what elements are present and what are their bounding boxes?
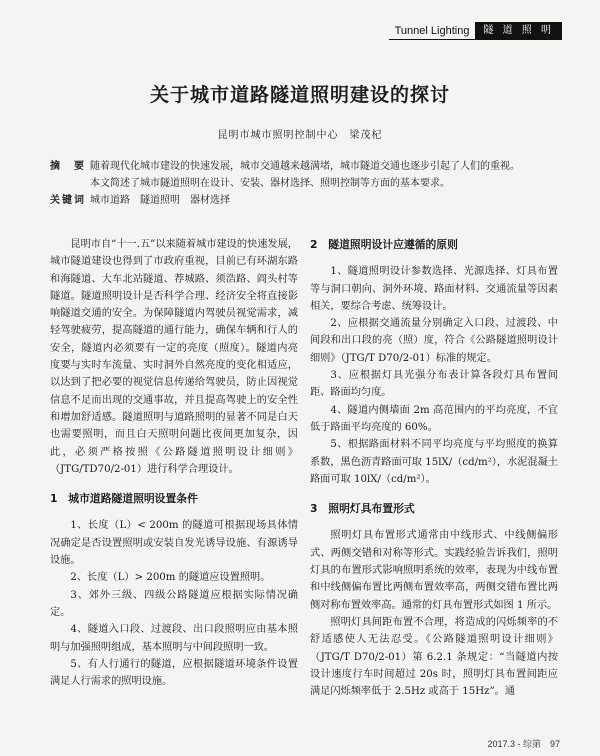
abstract-label: 摘 要: [50, 161, 86, 172]
intro-paragraph: 昆明市自“十一.五”以来随着城市建设的快速发展，城市隧道建设也得到了市政府重视，目前已有环湖东路和海隧道、大车北站隧道、荐城路、须浩路、阎头村等隧道。隧道照明设计是否科学合理、经济安全将直接影响隧道交通的安全。为保障隧道内驾驶员视觉需求，减轻驾驶疲劳，提高隧道的通行能力，确保车辆和行人的安全，隧道内必须要有一定的亮度（照度）。隧道内亮度要与实时车流量、实时洞外自然亮度的变化相适应，以达到了把必要的视觉信息传递给驾驶员，防止因视觉信息不足而出现的交通事故，并且提高驾驶上的安全性和增加舒适感。隧道照明与道路照明的显著不同是白天也需要照明，而且白天照明问题比夜间更加复杂，因此，必须严格按照《公路隧道照明设计细则》（JTG/TD70/2-01）进行科学合理设计。: [50, 239, 298, 475]
left-column: [50, 236, 298, 690]
section-1-item-1: 1、长度（L）< 200m 的隧道可根据现场具体情况确定是否设置照明或安装自发光诱导设施、有源诱导设施。: [50, 520, 298, 567]
keywords-text: 城市道路 隧道照明 器材选择: [90, 195, 230, 206]
section-3-paragraph-2: 照明灯具间距布置不合理，将造成的闪烁频率的不舒适感使人无法忍受。《公路隧道照明设计细则》（JTG/T D70/2-01）第 6.2.1 条规定：“当隧道内按设计速度行车时间超过 20s 时，照明灯具布置间距应满足闪烁频率低于 2.5Hz 或高于 15Hz”。通: [310, 616, 558, 698]
section-1-item-5: 5、有人行通行的隧道，应根据隧道环境条件设置满足人行需求的照明设施。: [50, 658, 298, 688]
section-1-heading: 1 城市道路隧道照明设置条件: [50, 492, 198, 506]
article-title: 关于城市道路隧道照明建设的探讨: [149, 84, 450, 106]
page-footer: 2017.3 - 综第 97: [487, 739, 560, 749]
section-3-paragraph-1: 照明灯具布置形式通常由中线形式、中线侧偏形式、两侧交错和对称等形式。实践经验告诉我们，照明灯具的布置形式影响照明系统的效率，表现为中线布置和中线侧偏布置比两侧布置效率高，两侧交错布置比两侧对称布置效率高。通常的灯具布置形式如图 1 所示。: [310, 530, 558, 611]
right-column: [310, 236, 558, 700]
section-2-item-2: 2、应根据交通流量分别确定入口段、过渡段、中间段和出口段的亮（照）度，符合《公路隧道照明设计细则》（JTG/T D70/2-01）标准的规定。: [310, 318, 558, 364]
section-2-item-4: 4、隧道内侧墙面 2m 高范围内的平均亮度，不宜低于路面平均亮度的 60%。: [310, 404, 558, 433]
section-1-item-3: 3、郊外三级、四级公路隧道应根据实际情况确定。: [50, 589, 298, 618]
author-line: 昆明市城市照明控制中心 梁茂杞: [217, 130, 383, 141]
section-2-item-3: 3、应根据灯具光强分布表计算各段灯具布置间距、路面均匀度。: [310, 370, 558, 399]
abstract: [50, 158, 570, 175]
abstract-line-1: 随着现代化城市建设的快速发展，城市交通越来越满堵，城市隧道交通也逐步引起了人们的重视。: [90, 161, 520, 172]
keywords-label: 关键词: [50, 195, 86, 206]
keywords: [50, 192, 570, 209]
header-english: Tunnel Lighting: [389, 22, 476, 40]
section-1-item-2: 2、长度（L）> 200m 的隧道应设置照明。: [70, 572, 271, 584]
abstract-line-2: 本文简述了城市隧道照明在设计、安装、器材选择、照明控制等方面的基本要求。: [90, 178, 450, 189]
section-2-item-5: 5、根据路面材料不同平均亮度与平均照度的换算系数，黑色沥青路面可取 15lX/（cd/m²），水泥混凝土路面可取 10lX/（cd/m²）。: [310, 439, 559, 485]
section-1-item-4: 4、隧道入口段、过渡段、出口段照明应由基本照明与加强照明组成，基本照明与中间段照明一致。: [50, 624, 298, 653]
header-chinese: 隧 道 照 明: [475, 22, 562, 40]
section-2-heading: 2 隧道照明设计应遵循的原则: [310, 238, 458, 251]
section-3-heading: 3 照明灯具布置形式: [310, 502, 415, 516]
running-header: [389, 22, 562, 40]
section-2-item-1: 1、隧道照明设计参数选择、光源选择、灯具布置等与洞口朝向、洞外环境、路面材料、交通流量等因素相关，要综合考虑、统筹设计。: [310, 266, 558, 312]
